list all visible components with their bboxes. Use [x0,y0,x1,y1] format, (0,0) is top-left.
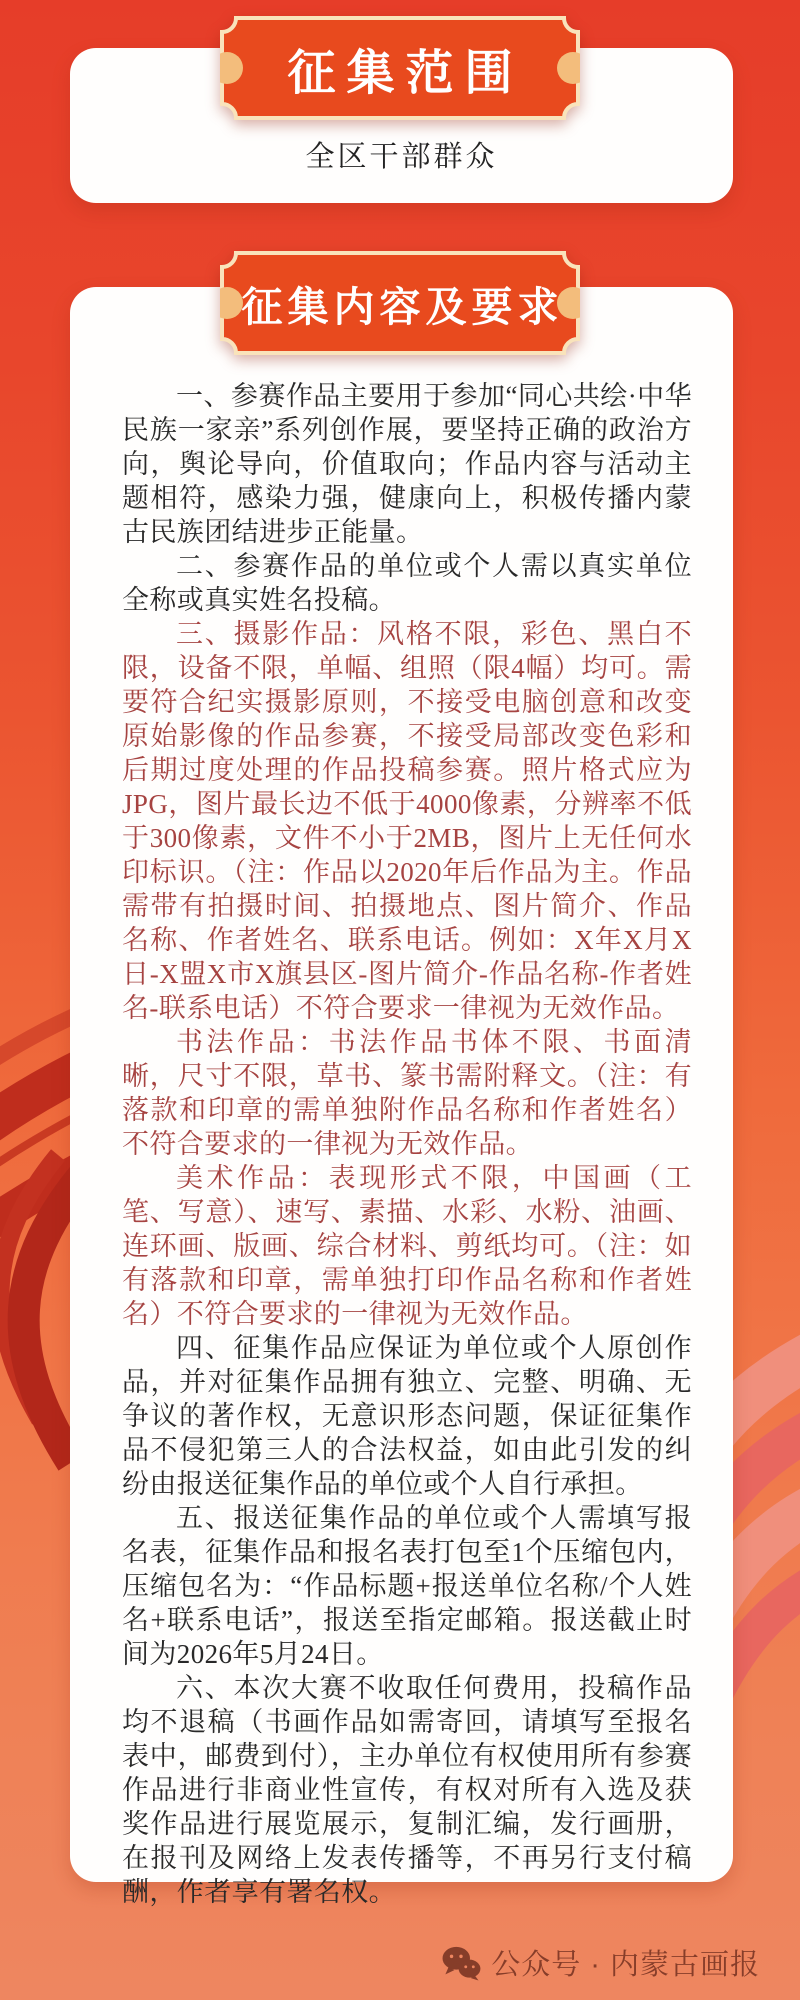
scope-banner [220,16,580,120]
paragraph-1: 一、参赛作品主要用于参加“同心共绘·中华民族一家亲”系列创作展，要坚持正确的政治方向，舆论导向，价值取向；作品内容与活动主题相符，感染力强，健康向上，积极传播内蒙古民族团结进步正能量。 [122,381,692,547]
paragraph-2: 二、参赛作品的单位或个人需以真实单位全称或真实姓名投稿。 [122,551,692,615]
account-watermark [441,1942,760,1983]
paragraph-7: 五、报送征集作品的单位或个人需填写报名表，征集作品和报名表打包至1个压缩包内，压缩包名为：“作品标题+报送单位名称/个人姓名+联系电话”，报送至指定邮箱。报送截止时间为2026年5月24日。 [122,1503,692,1669]
paragraph-4-calligraphy: 书法作品：书法作品书体不限、书面清晰，尺寸不限，草书、篆书需附释文。（注：有落款和印章的需单独附作品名称和作者姓名）不符合要求的一律视为无效作品。 [122,1027,692,1159]
paragraph-5-fine-art: 美术作品：表现形式不限，中国画（工笔、写意）、速写、素描、水彩、水粉、油画、连环画、版画、综合材料、剪纸均可。（注：如有落款和印章，需单独打印作品名称和作者姓名）不符合要求的一律视为无效作品。 [122,1163,692,1329]
account-watermark-label: 公众号 · 内蒙古画报 [491,1949,760,1981]
requirements-card [70,287,733,1907]
paragraph-6: 四、征集作品应保证为单位或个人原创作品，并对征集作品拥有独立、完整、明确、无争议的著作权，无意识形态问题，保证征集作品不侵犯第三人的合法权益，如由此引发的纠纷由报送征集作品的单位或个人自行承担。 [122,1333,692,1499]
wechat-icon [441,1945,481,1981]
paragraph-3-photography: 三、摄影作品：风格不限，彩色、黑白不限，设备不限，单幅、组照（限4幅）均可。需要符合纪实摄影原则，不接受电脑创意和改变原始影像的作品参赛，不接受局部改变色彩和后期过度处理的作品投稿参赛。照片格式应为JPG，图片最长边不低于4000像素，分辨率不低于300像素，文件不小于2MB，图片上无任何水印标识。（注：作品以2020年后作品为主。作品需带有拍摄时间、拍摄地点、图片简介、作品名称、作者姓名、联系电话。例如：X年X月X日-X盟X市X旗县区-图片简介-作品名称-作者姓名-联系电话）不符合要求一律视为无效作品。 [122,619,692,1023]
scope-text: 全区干部群众 [305,141,498,173]
paragraph-8: 六、本次大赛不收取任何费用，投稿作品均不退稿（书画作品如需寄回，请填写至报名表中，邮费到付），主办单位有权使用所有参赛作品进行非商业性宣传，有权对所有入选及获奖作品进行展览展示，复制汇编，发行画册，在报刊及网络上发表传播等，不再另行支付稿酬，作者享有署名权。 [122,1673,692,1907]
requirements-banner [220,251,580,355]
scope-banner-title: 征集范围 [287,46,524,100]
requirements-banner-title: 征集内容及要求 [241,283,564,330]
